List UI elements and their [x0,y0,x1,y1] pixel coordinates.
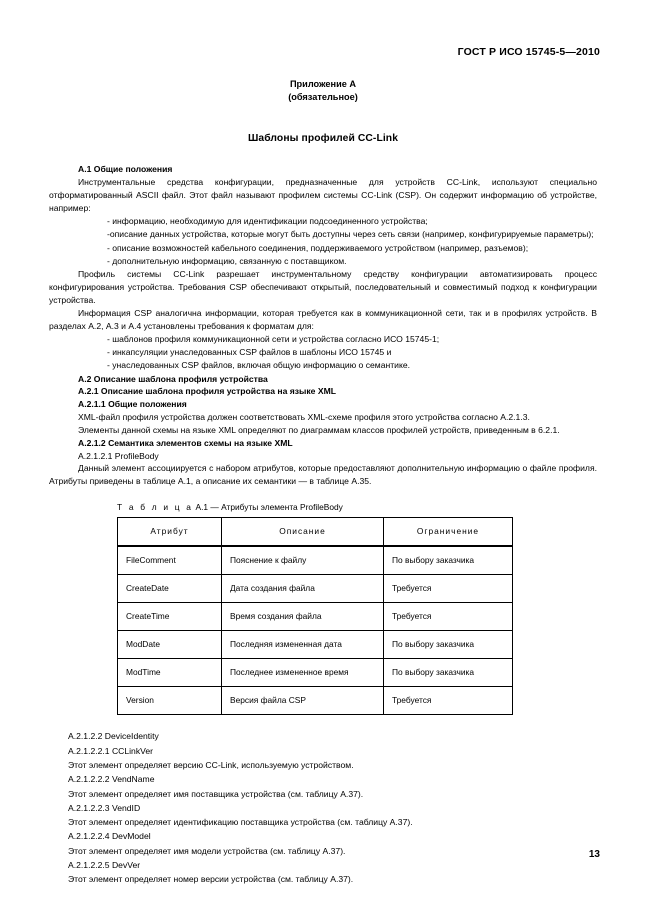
paragraph-vendname: Этот элемент определяет имя поставщика устройства (см. таблицу А.37). [68,788,364,799]
cell-attribute: Version [118,687,222,715]
heading-a2-1-2-1: A.2.1.2.1 ProfileBody [78,450,159,461]
list-item: - шаблонов профиля коммуникационной сети и устройства согласно ИСО 15745-1; [107,334,440,345]
cell-constraint: По выбору заказчика [384,631,513,659]
annex-subtitle: (обязательное) [288,91,358,102]
paragraph-a1-process: Профиль системы CC-Link разрешает инструментальному средству конфигурации автоматизировать процесс конфигурирования устройства. Требования CSP обеспечивают открытый, последовательный и совместимый подход к конфигурации устройства. [49,268,597,305]
page-number: 13 [588,849,600,860]
list-item: - описание возможностей кабельного соединения, поддерживаемого устройством (например, разъемов); [107,242,529,253]
list-item: - унаследованных CSP файлов, включая общую информацию о семантике. [107,360,410,371]
annex-heading-block [0,78,646,103]
cell-description: Последнее измененное время [222,659,384,687]
table-row [118,659,513,687]
cell-attribute: ModDate [118,631,222,659]
paragraph-devver: Этот элемент определяет номер версии устройства (см. таблицу А.37). [68,874,354,885]
heading-a2-1-1: A.2.1.1 Общие положения [78,398,187,409]
table-caption-label: Т а б л и ц а [117,502,194,513]
cell-attribute: CreateDate [118,575,222,603]
table-block [117,501,512,715]
table-row [118,631,513,659]
cell-constraint: По выбору заказчика [384,546,513,575]
heading-a2-1-2-2-4: A.2.1.2.2.4 DevModel [68,831,151,842]
cell-constraint: Требуется [384,575,513,603]
heading-a1: A.1 Общие положения [78,164,173,174]
table-caption [117,501,512,513]
paragraph-vendid: Этот элемент определяет идентификацию поставщика устройства (см. таблицу А.37). [68,817,413,828]
heading-a2-1-2-2: A.2.1.2.2 DeviceIdentity [68,731,159,742]
heading-a2-1-2-2-1: A.2.1.2.2.1 CCLinkVer [68,745,154,756]
annex-title: Приложение А [289,79,357,89]
cell-description: Пояснение к файлу [222,546,384,575]
document-header-standard-id: ГОСТ Р ИСО 15745-5—2010 [457,46,600,58]
heading-a2-1: A.2.1 Описание шаблона профиля устройства на языке XML [78,386,336,397]
table-header-row [118,518,513,547]
cell-attribute: FileComment [118,546,222,575]
paragraph-cclinkver: Этот элемент определяет версию CC-Link, используемую устройством. [68,759,354,770]
list-item: - инкапсуляции унаследованных CSP файлов в шаблоны ИСО 15745 и [107,347,392,358]
cell-constraint: Требуется [384,603,513,631]
table-row [118,546,513,575]
paragraph-a1-intro: Инструментальные средства конфигурации, предназначенные для устройств CC-Link, используют специально отформатированный ASCII файл. Этот файл называют профилем системы CC-Link (CSP). Он содержит информацию об устройстве, например: [49,177,597,214]
table-row [118,687,513,715]
column-header-constraint: Ограничение [384,518,513,547]
heading-a2-1-2-2-5: A.2.1.2.2.5 DevVer [68,860,141,871]
paragraph-a211-2: Элементы данной схемы на языке XML определяют по диаграммам классов профилей устройств, приведенным в 6.2.1. [78,424,560,435]
table-row [118,603,513,631]
table-caption-text: А.1 — Атрибуты элемента ProfileBody [195,502,343,513]
cell-description: Время создания файла [222,603,384,631]
paragraph-a1-csp-info: Информация CSP аналогична информации, которая требуется как в коммуникационной сети, так и в профилях устройств. В разделах А.2, А.3 и А.4 установлены требования к форматам для: [49,308,597,332]
list-item: - информацию, необходимую для идентификации подсоединенного устройства; [107,216,428,227]
paragraph-a211-1: XML-файл профиля устройства должен соответствовать XML-схеме профиля этого устройства согласно А.2.1.3. [78,411,530,422]
column-header-description: Описание [222,518,384,547]
heading-a2: A.2 Описание шаблона профиля устройства [78,373,268,384]
paragraph-a2121-1: Данный элемент ассоциируется с набором атрибутов, которые предоставляют дополнительную информацию о файле профиля. Атрибуты приведены в таблице А.1, а описание их семантики — в таблице А.35. [49,463,597,487]
page-title: Шаблоны профилей CC-Link [247,133,399,144]
column-header-attribute: Атрибут [118,518,222,547]
cell-description: Версия файла CSP [222,687,384,715]
cell-constraint: Требуется [384,687,513,715]
cell-description: Последняя измененная дата [222,631,384,659]
table-row [118,575,513,603]
cell-attribute: CreateTime [118,603,222,631]
list-item: -описание данных устройства, которые могут быть доступны через сеть связи (например, конфигурируемые параметры); [107,229,594,240]
document-body [49,163,597,887]
paragraph-devmodel: Этот элемент определяет имя модели устройства (см. таблицу А.37). [68,845,346,856]
list-item: - дополнительную информацию, связанную с поставщиком. [107,255,347,266]
tail-section [68,729,597,886]
cell-description: Дата создания файла [222,575,384,603]
heading-a2-1-2: A.2.1.2 Семантика элементов схемы на языке XML [78,437,293,448]
cell-attribute: ModTime [118,659,222,687]
cell-constraint: По выбору заказчика [384,659,513,687]
attributes-table [117,517,513,715]
heading-a2-1-2-2-2: A.2.1.2.2.2 VendName [68,774,155,785]
heading-a2-1-2-2-3: A.2.1.2.2.3 VendID [68,802,141,813]
